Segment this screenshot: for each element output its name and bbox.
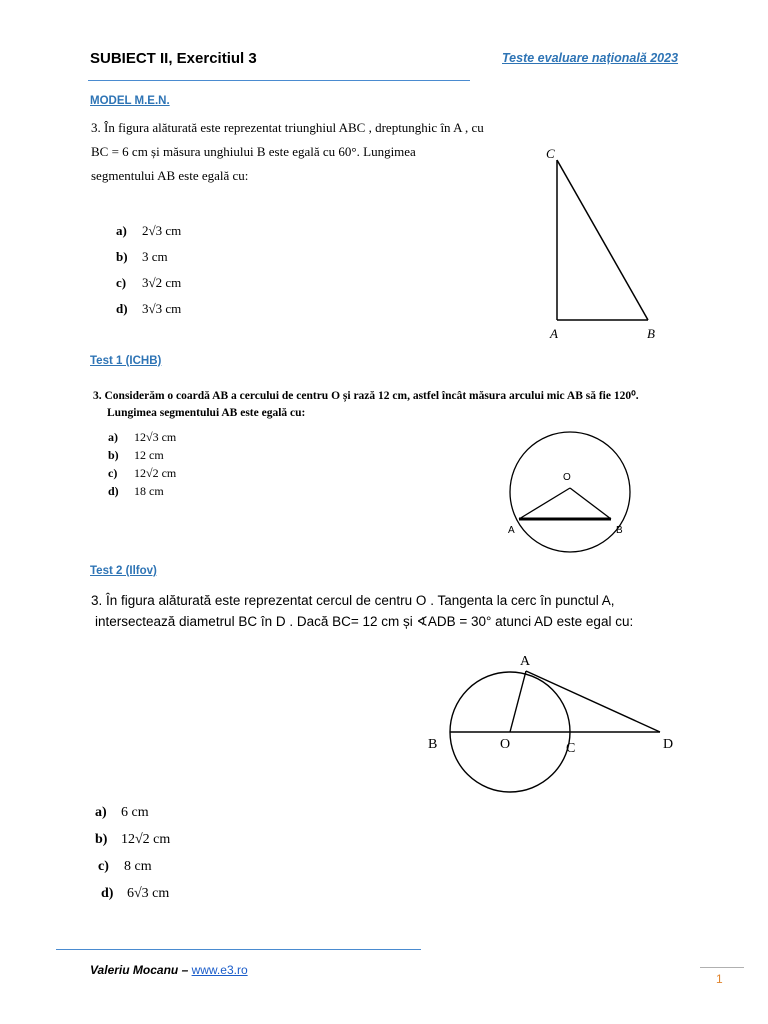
model-question [91, 116, 519, 188]
circle-tangent-figure [420, 645, 690, 795]
model-option-c[interactable]: c) 3√2 cm [116, 275, 182, 290]
test2-option-d[interactable]: d) 6√3 cm [101, 886, 170, 901]
header-title: SUBIECT II, Exercitiul 3 [90, 50, 257, 67]
test1-options [108, 430, 176, 502]
label-b: B [616, 525, 623, 536]
model-question-line-3: segmentului AB este egală cu: [91, 168, 249, 183]
test1-option-b[interactable]: b) 12 cm [108, 448, 164, 462]
label-o: O [563, 472, 571, 483]
test1-question [93, 388, 693, 422]
radius-oa [510, 671, 526, 732]
radius-ob [570, 488, 611, 519]
test2-question-line-2: intersectează diametrul BC în D . Dacă BC= 12 cm și ∢ADB = 30° atunci AD este egal cu: [95, 614, 634, 629]
test2-option-c[interactable]: c) 8 cm [98, 859, 152, 874]
label-b: B [647, 326, 655, 341]
page-number-rule [700, 967, 744, 968]
label-a: A [508, 525, 515, 536]
label-c: C [546, 146, 555, 161]
model-option-d[interactable]: d) 3√3 cm [116, 301, 182, 316]
section-label-model: MODEL M.E.N. [90, 95, 170, 107]
test1-option-d[interactable]: d) 18 cm [108, 484, 164, 498]
footer-author [90, 963, 248, 977]
test1-option-c[interactable]: c) 12√2 cm [108, 466, 177, 480]
test1-option-a[interactable]: a) 12√3 cm [108, 430, 177, 444]
header-subtitle-link[interactable]: Teste evaluare națională 2023 [502, 51, 679, 65]
footer-divider [56, 949, 421, 950]
label-b: B [428, 737, 438, 752]
label-a: A [520, 654, 531, 669]
section-label-test2: Test 2 (Ilfov) [90, 565, 157, 577]
radius-oa [519, 488, 570, 519]
test2-question [91, 590, 711, 632]
label-d: D [663, 737, 674, 752]
test2-option-a[interactable]: a) 6 cm [95, 805, 149, 820]
model-question-line-2: BC = 6 cm și măsura unghiului B este egală cu 60°. Lungimea [91, 144, 416, 159]
label-a: A [550, 326, 558, 341]
tangent-ad [526, 671, 660, 732]
footer-author-name: Valeriu Mocanu – [90, 963, 192, 977]
model-question-line-1: 3. În figura alăturată este reprezentat triunghiul ABC , dreptunghic în A , cu [91, 120, 484, 135]
circle-chord-figure [500, 430, 640, 555]
test1-question-line-1: 3. Considerăm o coardă AB a cercului de centru O și rază 12 cm, astfel încât măsura arcului mic AB să fie 120⁰. [93, 390, 639, 402]
segment-bc [557, 160, 648, 320]
section-label-test1: Test 1 (ICHB) [90, 355, 162, 367]
model-options [116, 223, 181, 327]
test1-question-line-2: Lungimea segmentului AB este egală cu: [107, 407, 306, 419]
page-number: 1 [716, 972, 723, 986]
footer-website-link[interactable]: www.e3.ro [191, 963, 248, 977]
test2-option-b[interactable]: b) 12√2 cm [95, 832, 171, 847]
label-o: O [500, 737, 511, 752]
label-c: C [566, 741, 576, 756]
test2-options [95, 805, 170, 913]
test2-question-line-1: 3. În figura alăturată este reprezentat cercul de centru O . Tangenta la cerc în punctul A, [91, 593, 615, 608]
model-option-b[interactable]: b) 3 cm [116, 249, 168, 264]
right-triangle-figure [540, 140, 670, 345]
model-option-a[interactable]: a) 2√3 cm [116, 223, 182, 238]
circle [510, 432, 630, 552]
header-divider [88, 80, 470, 81]
